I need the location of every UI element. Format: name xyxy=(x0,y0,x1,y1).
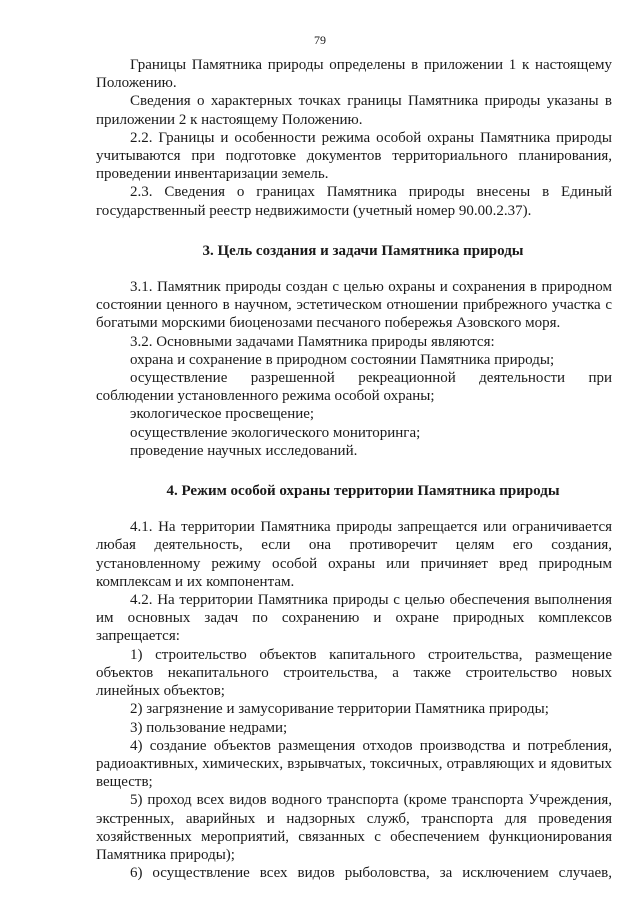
list-item: 4) создание объектов размещения отходов производства и потребления, радиоактивных, химических, взрывчатых, токсичных, отравляющих и ядовитых веществ; xyxy=(96,737,612,791)
paragraph-4-1: 4.1. На территории Памятника природы запрещается или ограничивается любая деятельность, если она противоречит целям его создания, установленному режиму особой охраны или причиняет вред природным комплексам и их компонентам. xyxy=(96,519,612,590)
paragraph-borders-appendix2: Сведения о характерных точках границы Памятника природы указаны в приложении 2 к настоящему Положению. xyxy=(96,93,612,128)
list-item: 6) осуществление всех видов рыболовства, за исключением случаев, xyxy=(130,865,612,882)
document-body xyxy=(96,56,612,882)
paragraph-3-2: 3.2. Основными задачами Памятника природы являются: xyxy=(130,333,495,350)
page-number: 79 xyxy=(314,33,326,47)
paragraph-3-1: 3.1. Памятник природы создан с целью охраны и сохранения в природном состоянии ценного в научном, эстетическом отношении прибрежного участка с богатыми морскими биоценозами песчаного побережья Азовского моря. xyxy=(96,279,612,332)
list-item: осуществление экологического мониторинга; xyxy=(130,424,421,441)
list-item: осуществление разрешенной рекреационной деятельности при соблюдении установленного режима особой охраны; xyxy=(96,370,612,405)
list-item: 2) загрязнение и замусоривание территории Памятника природы; xyxy=(130,701,549,718)
section-3-heading: 3. Цель создания и задачи Памятника природы xyxy=(202,242,524,259)
list-item: 1) строительство объектов капитального строительства, размещение объектов некапитального строительства, а также строительство новых линейных объектов; xyxy=(96,646,612,700)
paragraph-2-3: 2.3. Сведения о границах Памятника природы внесены в Единый государственный реестр недвижимости (учетный номер 90.00.2.37). xyxy=(96,184,612,219)
list-item: охрана и сохранение в природном состоянии Памятника природы; xyxy=(130,351,555,368)
paragraph-4-2: 4.2. На территории Памятника природы с целью обеспечения выполнения им основных задач по сохранению и охране природных комплексов запрещается: xyxy=(96,592,612,645)
list-item: экологическое просвещение; xyxy=(130,406,315,423)
paragraph-borders-appendix1: Границы Памятника природы определены в приложении 1 к настоящему Положению. xyxy=(96,57,612,92)
list-item: 3) пользование недрами; xyxy=(130,719,288,736)
list-item: проведение научных исследований. xyxy=(130,442,358,459)
paragraph-2-2: 2.2. Границы и особенности режима особой охраны Памятника природы учитываются при подготовке документов территориального планирования, проведении инвентаризации земель. xyxy=(96,129,612,183)
list-item: 5) проход всех видов водного транспорта (кроме транспорта Учреждения, экстренных, аварийных и надзорных служб, транспорта для проведения хозяйственных мероприятий, связанных с обеспечением функционирования Памятника природы); xyxy=(96,792,612,863)
section-4-heading: 4. Режим особой охраны территории Памятника природы xyxy=(166,483,560,500)
